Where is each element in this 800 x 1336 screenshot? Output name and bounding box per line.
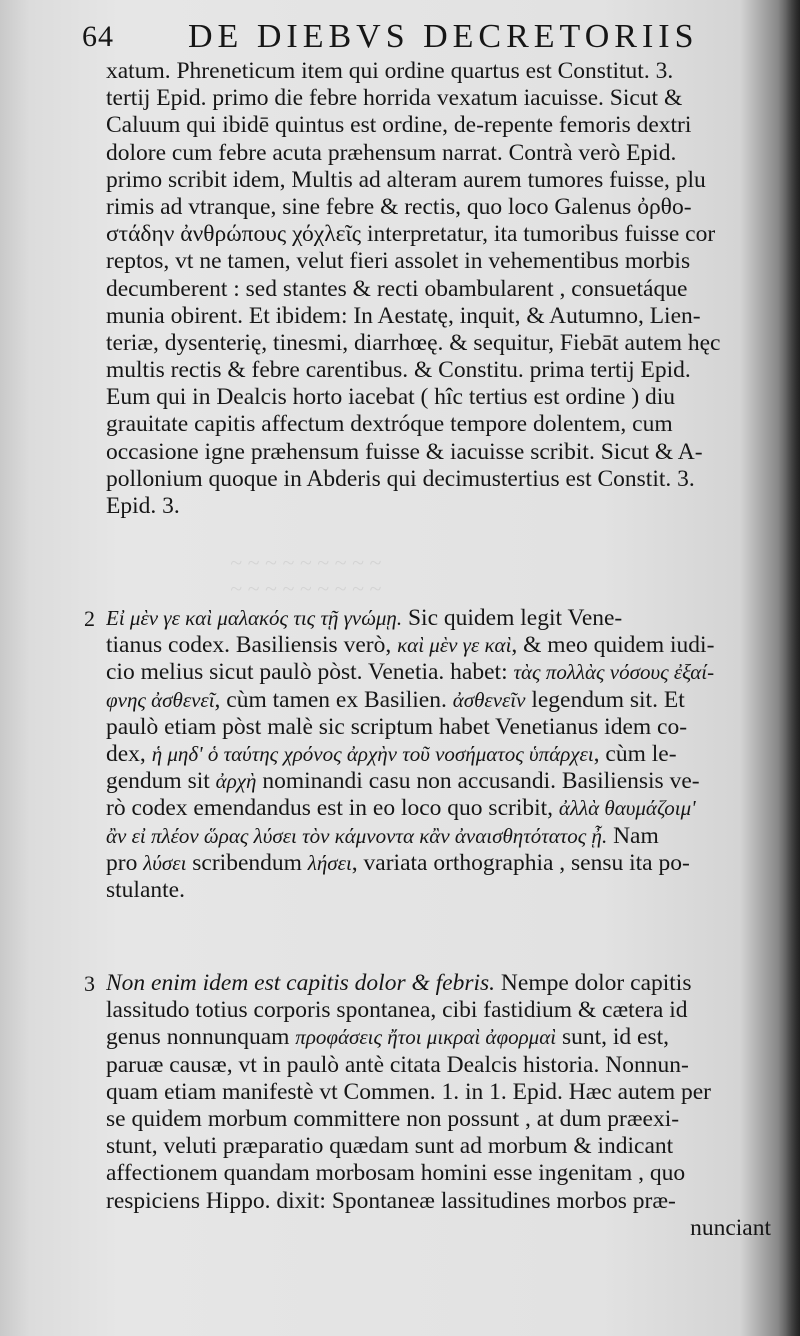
latin-text: Nempe dolor capitis <box>495 970 692 996</box>
text-line: xatum. Phreneticum item qui ordine quartus est Constitut. 3. <box>106 58 674 84</box>
latin-text: , cùm le- <box>593 740 677 767</box>
latin-text: pro <box>106 849 144 876</box>
note-line <box>106 997 771 1024</box>
latin-text: gendum sit <box>106 768 216 795</box>
greek-text: φνης ἀσθενεῖ <box>106 687 215 712</box>
text-line: grauitate capitis affectum dextróque tempore dolentem, cum <box>106 411 673 438</box>
latin-text: rò codex emendandus est in eo loco quo scribit, <box>106 795 559 822</box>
note-line <box>106 687 771 714</box>
latin-text: stulante. <box>106 876 185 903</box>
main-paragraph <box>106 58 771 520</box>
show-through-text: ~ ~ ~ ~ ~ ~ ~ ~ ~ <box>230 576 382 601</box>
note-line <box>106 1160 771 1187</box>
greek-text: ἀλλὰ θαυμάζοιμ' <box>558 796 696 821</box>
note-line <box>106 877 771 904</box>
latin-text: , & meo quidem iudi- <box>511 632 715 659</box>
text-line: primo scribit idem, Multis ad alteram aurem tumores fuisse, plu <box>106 166 706 193</box>
latin-text: nominandi casu non accusandi. Basiliensis ve- <box>256 768 700 795</box>
lemma-text: Non enim idem est capitis dolor & febris. <box>106 970 496 996</box>
note-line <box>106 1106 771 1133</box>
note-line <box>106 970 771 997</box>
text-line: decumberent : sed stantes & recti obambularent , consuetáque <box>106 275 688 302</box>
greek-text: Εἰ μὲν γε καὶ μαλακός τις τῇ γνώμῃ. <box>106 606 403 630</box>
greek-text: τὰς πολλὰς νόσους ἐξαί- <box>513 660 715 685</box>
note-number: 2 <box>84 606 95 631</box>
latin-text: se quidem morbum committere non possunt , at dum præexi- <box>106 1105 680 1132</box>
latin-text: paulò etiam pòst malè sic scriptum habet Venetianus idem co- <box>106 713 688 740</box>
note-number: 3 <box>84 971 95 996</box>
text-line: reptos, vt ne tamen, velut fieri assolet in vehementibus morbis <box>106 248 691 275</box>
latin-text: Sic quidem legit Vene- <box>402 605 623 631</box>
note-line <box>106 659 771 686</box>
note-line <box>106 1024 771 1051</box>
page-header <box>82 8 782 60</box>
latin-text: , cùm tamen ex Basilien. <box>214 686 453 713</box>
note-line <box>106 1133 771 1160</box>
greek-text: λύσει <box>143 850 187 875</box>
text-line: pollonium quoque in Abderis qui decimustertius est Constit. 3. <box>106 465 695 492</box>
note-line <box>106 1188 771 1215</box>
note-line <box>106 795 771 822</box>
greek-text: καὶ μὲν γε καὶ <box>397 633 512 658</box>
running-title: DE DIEBVS DECRETORIIS <box>188 18 699 55</box>
latin-text: legendum sit. Et <box>525 686 685 713</box>
note-3 <box>106 970 771 1242</box>
text-line: occasione igne præhensum fuisse & iacuisse scribit. Sicut & A- <box>106 438 703 465</box>
text-line: dolore cum febre acuta præhensum narrat. Contrà verò Epid. <box>106 139 677 166</box>
note-line <box>106 605 771 632</box>
latin-text: cio melius sicut paulò pòst. Venetia. habet: <box>106 659 514 686</box>
latin-text: nunciant <box>690 1214 771 1241</box>
greek-text: ἡ μηδ' ὁ ταύτης χρόνος ἀρχὴν τοῦ νοσήματος ὑπάρχει <box>151 741 594 766</box>
greek-text: προφάσεις ἤτοι μικραὶ ἀφορμαὶ <box>295 1025 557 1050</box>
text-line: munia obirent. Et ibidem: In Aestatę, inquit, & Autumno, Lien- <box>106 302 701 329</box>
text-line: Eum qui in Dealcis horto iacebat ( hîc tertius est ordine ) diu <box>106 384 676 411</box>
note-line <box>106 850 771 877</box>
text-line: Epid. 3. <box>106 493 180 519</box>
latin-text: scribendum <box>186 849 308 876</box>
page-number: 64 <box>82 20 114 53</box>
text-line: στάδην ἀνθρώπους χόχλεῖς interpretatur, ita tumoribus fuisse cor <box>106 221 716 248</box>
latin-text: , variata orthographia , sensu ita po- <box>351 849 690 876</box>
page-edge-shadow <box>778 0 800 1336</box>
latin-text: affectionem quandam morbosam homini esse ingenitam , quo <box>106 1160 686 1187</box>
note-line <box>106 1079 771 1106</box>
latin-text: sunt, id est, <box>556 1024 669 1051</box>
latin-text: tianus codex. Basiliensis verò, <box>106 632 398 659</box>
greek-text: ἀρχὴ <box>215 769 257 794</box>
note-line <box>106 1052 771 1079</box>
note-2 <box>106 605 771 904</box>
text-line: teriæ, dysenterię, tinesmi, diarrhœę. & sequitur, Fiebāt autem hęc <box>106 329 721 356</box>
latin-text: lassitudo totius corporis spontanea, cibi fastidium & cætera id <box>106 997 688 1024</box>
text-line: tertij Epid. primo die febre horrida vexatum iacuisse. Sicut & <box>106 85 683 112</box>
latin-text: Nam <box>607 822 659 849</box>
note-line <box>106 632 771 659</box>
text-line: Caluum qui ibidē quintus est ordine, de-repente femoris dextri <box>106 112 692 139</box>
show-through-text: ~ ~ ~ ~ ~ ~ ~ ~ ~ <box>230 550 382 575</box>
note-line <box>106 768 771 795</box>
note-line <box>106 1215 771 1242</box>
text-line: rimis ad vtranque, sine febre & rectis, quo loco Galenus ὀρθο- <box>106 193 692 220</box>
latin-text: genus nonnunquam <box>106 1024 296 1051</box>
latin-text: paruæ causæ, vt in paulò antè citata Dealcis historia. Nonnun- <box>106 1051 689 1078</box>
latin-text: quam etiam manifestè vt Commen. 1. in 1. Epid. Hæc autem per <box>106 1078 711 1105</box>
greek-text: ἂν εἰ πλέον ὥρας λύσει τὸν κάμνοντα κἂν ἀναισθητότατος ᾖ. <box>106 823 608 848</box>
latin-text: dex, <box>106 740 152 767</box>
greek-text: λήσει <box>307 850 352 875</box>
note-line <box>106 741 771 768</box>
latin-text: stunt, veluti præparatio quædam sunt ad morbum & indicant <box>106 1133 674 1160</box>
latin-text: respiciens Hippo. dixit: Spontaneæ lassitudines morbos præ- <box>106 1187 676 1214</box>
greek-text: ἀσθενεῖν <box>452 687 526 712</box>
note-line <box>106 823 771 850</box>
note-line <box>106 714 771 741</box>
text-line: multis rectis & febre carentibus. & Constitu. prima tertij Epid. <box>106 357 691 384</box>
